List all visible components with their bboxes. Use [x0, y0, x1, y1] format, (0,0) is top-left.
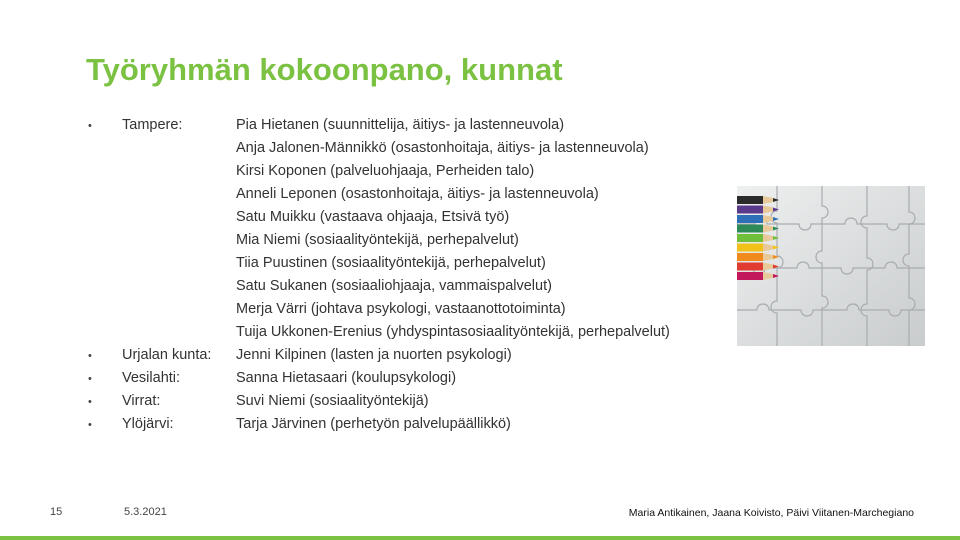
member-tampere-1: Pia Hietanen (suunnittelija, äitiys- ja lastenneuvola): [236, 117, 565, 133]
member-tampere-5: Satu Muikku (vastaava ohjaaja, Etsivä työ): [236, 209, 510, 225]
bullet-virrat: •: [88, 396, 92, 408]
slide-date: 5.3.2021: [124, 506, 167, 518]
member-urjala-1: Jenni Kilpinen (lasten ja nuorten psykologi): [236, 347, 512, 363]
member-tampere-9: Merja Värri (johtava psykologi, vastaanottotoiminta): [236, 301, 566, 317]
bullet-tampere: •: [88, 120, 92, 132]
pencil-body: [737, 272, 763, 280]
group-label-vesilahti: Vesilahti:: [122, 370, 181, 386]
pencil-body: [737, 196, 763, 204]
group-label-tampere: Tampere:: [122, 117, 183, 133]
group-label-virrat: Virrat:: [122, 393, 161, 409]
slide-title: Työryhmän kokoonpano, kunnat: [86, 52, 563, 87]
member-tampere-6: Mia Niemi (sosiaalityöntekijä, perhepalvelut): [236, 232, 519, 248]
member-tampere-8: Satu Sukanen (sosiaaliohjaaja, vammaispalvelut): [236, 278, 552, 294]
bottom-accent-bar: [0, 536, 960, 540]
pencil-body: [737, 234, 763, 242]
puzzle-pencils-image: [737, 186, 925, 346]
pencil-body: [737, 206, 763, 214]
member-tampere-2: Anja Jalonen-Männikkö (osastonhoitaja, äitiys- ja lastenneuvola): [236, 140, 649, 156]
bullet-vesilahti: •: [88, 373, 92, 385]
pencil-body: [737, 215, 763, 223]
member-ylojarvi-1: Tarja Järvinen (perhetyön palvelupäällikkö): [236, 416, 511, 432]
slide-authors: Maria Antikainen, Jaana Koivisto, Päivi Viitanen-Marchegiano: [628, 507, 914, 519]
member-virrat-1: Suvi Niemi (sosiaalityöntekijä): [236, 393, 429, 409]
member-vesilahti-1: Sanna Hietasaari (koulupsykologi): [236, 370, 457, 386]
pencil-body: [737, 263, 763, 271]
bullet-ylojarvi: •: [88, 419, 92, 431]
pencil-body: [737, 253, 763, 261]
group-label-ylojarvi: Ylöjärvi:: [122, 416, 174, 432]
pencil-body: [737, 225, 763, 233]
member-tampere-7: Tiia Puustinen (sosiaalityöntekijä, perhepalvelut): [236, 255, 546, 271]
pencil-body: [737, 244, 763, 252]
slide-number: 15: [50, 506, 63, 518]
group-label-urjala: Urjalan kunta:: [122, 347, 212, 363]
member-tampere-10: Tuija Ukkonen-Erenius (yhdyspintasosiaalityöntekijä, perhepalvelut): [236, 324, 670, 340]
bullet-urjala: •: [88, 350, 92, 362]
member-tampere-3: Kirsi Koponen (palveluohjaaja, Perheiden talo): [236, 163, 535, 179]
member-tampere-4: Anneli Leponen (osastonhoitaja, äitiys- ja lastenneuvola): [236, 186, 599, 202]
